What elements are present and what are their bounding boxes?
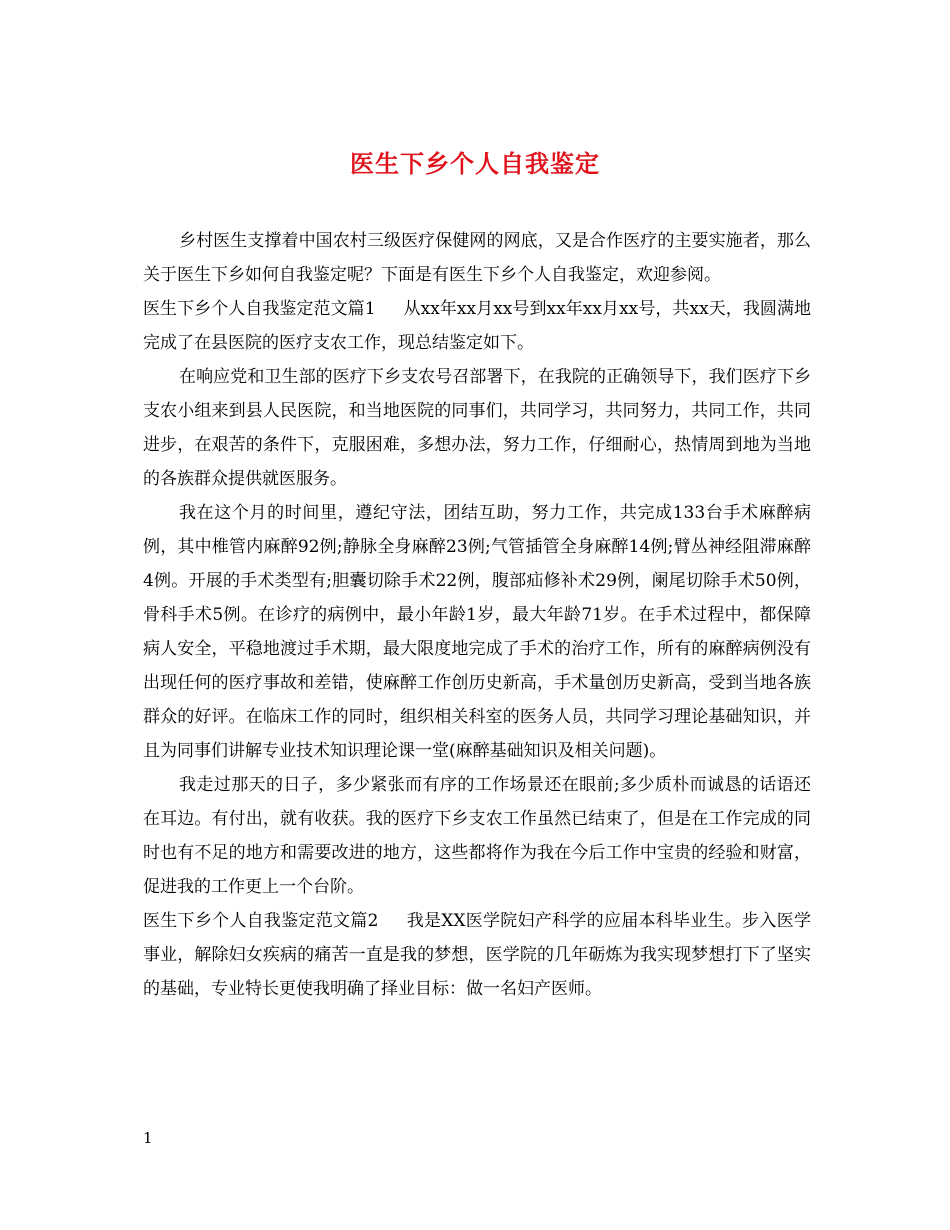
document-title: 医生下乡个人自我鉴定 — [350, 149, 600, 179]
section2-heading: 医生下乡个人自我鉴定范文篇2 — [143, 911, 379, 931]
section1-lead: 从xx年xx月xx号到xx年xx月xx号，共xx天，我圆满地完成了在县医院的医疗支农工作，现总结鉴定如下。 — [143, 299, 811, 353]
section1-heading: 医生下乡个人自我鉴定范文篇1 — [143, 299, 376, 319]
section2-lead: 我是XX医学院妇产科学的应届本科毕业生。步入医学事业，解除妇女疾病的痛苦一直是我的梦想，医学院的几年砺炼为我实现梦想打下了坚实的基础，专业特长更使我明确了择业目标：做一名妇产医师。 — [143, 911, 811, 999]
section1-lead-paragraph — [143, 292, 811, 360]
section1-paragraph-3: 我走过那天的日子，多少紧张而有序的工作场景还在眼前;多少质朴而诚恳的话语还在耳边。有付出，就有收获。我的医疗下乡支农工作虽然已结束了，但是在工作完成的同时也有不足的地方和需要改进的地方，这些都将作为我在今后工作中宝贵的经验和财富，促进我的工作更上一个台阶。 — [143, 775, 811, 897]
section1-paragraph-2: 我在这个月的时间里，遵纪守法，团结互助，努力工作，共完成133台手术麻醉病例，其中椎管内麻醉92例;静脉全身麻醉23例;气管插管全身麻醉14例;臂丛神经阻滞麻醉4例。开展的手术类型有;胆囊切除手术22例，腹部疝修补术29例，阑尾切除手术50例，骨科手术5例。在诊疗的病例中，最小年龄1岁，最大年龄71岁。在手术过程中，都保障病人安全，平稳地渡过手术期，最大限度地完成了手术的治疗工作，所有的麻醉病例没有出现任何的医疗事故和差错，使麻醉工作创历史新高，手术量创历史新高，受到当地各族群众的好评。在临床工作的同时，组织相关科室的医务人员，共同学习理论基础知识，并且为同事们讲解专业技术知识理论课一堂(麻醉基础知识及相关问题)。 — [143, 503, 811, 761]
page-number: 1 — [143, 1129, 153, 1147]
document-body — [143, 224, 811, 1006]
section1-paragraph-1: 在响应党和卫生部的医疗下乡支农号召部署下，在我院的正确领导下，我们医疗下乡支农小组来到县人民医院，和当地医院的同事们，共同学习，共同努力，共同工作，共同进步，在艰苦的条件下，克服困难，多想办法，努力工作，仔细耐心，热情周到地为当地的各族群众提供就医服务。 — [143, 367, 811, 489]
intro-paragraph: 乡村医生支撑着中国农村三级医疗保健网的网底，又是合作医疗的主要实施者，那么关于医生下乡如何自我鉴定呢？下面是有医生下乡个人自我鉴定，欢迎参阅。 — [143, 231, 811, 285]
section2-lead-paragraph — [143, 904, 811, 1006]
